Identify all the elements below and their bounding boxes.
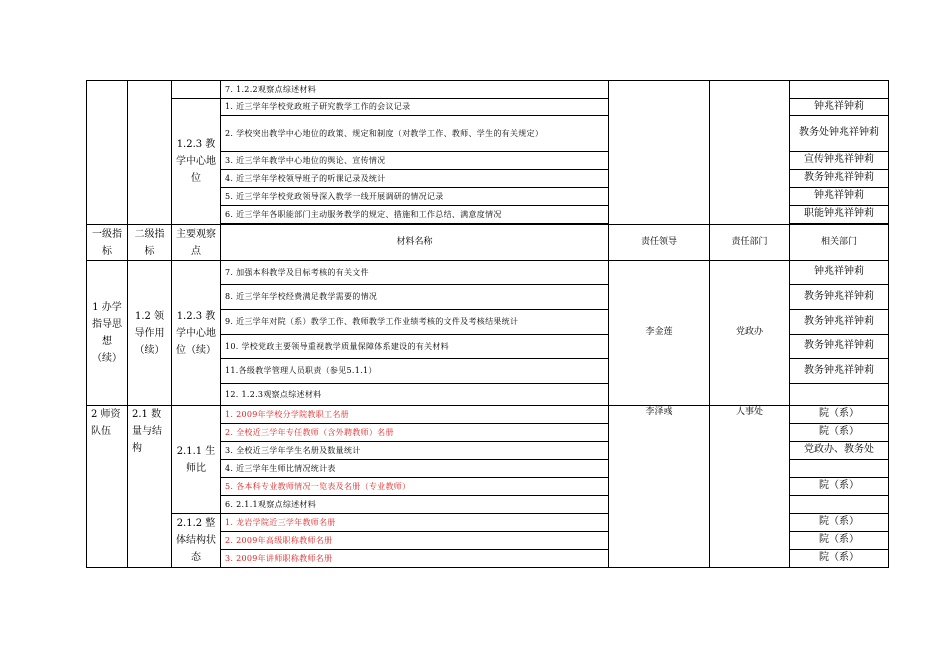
material-cell: 4. 近三学年生师比情况统计表 — [221, 460, 609, 478]
material-cell: 7. 加强本科教学及目标考核的有关文件 — [221, 261, 609, 285]
related-dept-cell: 院（系） — [790, 514, 889, 532]
related-dept-cell — [790, 460, 889, 478]
header-leader: 责任领导 — [609, 225, 710, 261]
material-cell: 11.各级教学管理人员职责（参见5.1.1） — [221, 359, 609, 384]
observation-point: 1.2.3 教学中心地位（续） — [172, 261, 221, 406]
material-cell: 1. 2009年学校分学院教职工名册 — [221, 406, 609, 424]
related-dept-cell: 教务处钟兆祥钟莉 — [790, 116, 889, 152]
material-cell: 8. 近三学年学校经费满足教学需要的情况 — [221, 285, 609, 310]
related-dept-cell: 钟兆祥钟莉 — [790, 261, 889, 285]
header-dept: 责任部门 — [710, 225, 790, 261]
leader-cell: 李金莲 — [609, 261, 710, 406]
material-cell: 9. 近三学年对院（系）教学工作、教师教学工作业绩考核的文件及考核结果统计 — [221, 310, 609, 335]
related-dept-cell: 钟兆祥钟莉 — [790, 188, 889, 206]
header-observation-point: 主要观察点 — [172, 225, 221, 261]
header-material: 材料名称 — [221, 225, 609, 261]
material-cell: 6. 2.1.1观察点综述材料 — [221, 496, 609, 514]
header-level2: 二级指标 — [128, 225, 172, 261]
level1-indicator: 2 师资队伍 — [87, 406, 128, 568]
related-dept-cell: 党政办、教务处 — [790, 442, 889, 460]
observation-point: 2.1.2 整体结构状态 — [172, 514, 221, 568]
related-dept-cell: 院（系） — [790, 478, 889, 496]
level2-indicator: 1.2 领导作用（续） — [128, 261, 172, 406]
level1-indicator: 1 办学指导思想（续） — [87, 261, 128, 406]
related-dept-cell: 教务钟兆祥钟莉 — [790, 359, 889, 384]
header-row — [87, 225, 889, 261]
header-related: 相关部门 — [790, 225, 889, 261]
material-cell: 2. 学校突出教学中心地位的政策、规定和制度（对教学工作、教师、学生的有关规定） — [221, 116, 609, 152]
observation-point: 2.1.1 生师比 — [172, 406, 221, 514]
related-dept-cell: 宣传钟兆祥钟莉 — [790, 152, 889, 170]
material-cell: 3. 全校近三学年学生名册及数量统计 — [221, 442, 609, 460]
related-dept-cell: 钟兆祥钟莉 — [790, 99, 889, 116]
related-dept-cell: 教务钟兆祥钟莉 — [790, 335, 889, 359]
material-cell: 3. 2009年讲师职称教师名册 — [221, 550, 609, 568]
material-cell: 7. 1.2.2观察点综述材料 — [221, 81, 609, 99]
related-dept-cell — [790, 496, 889, 514]
material-cell: 1. 近三学年学校党政班子研究教学工作的会议记录 — [221, 99, 609, 116]
related-dept-cell: 院（系） — [790, 406, 889, 424]
related-dept-cell: 院（系） — [790, 424, 889, 442]
material-cell: 12. 1.2.3观察点综述材料 — [221, 384, 609, 406]
related-dept-cell: 职能钟兆祥钟莉 — [790, 206, 889, 224]
material-cell: 2. 全校近三学年专任教师（含外聘教师）名册 — [221, 424, 609, 442]
related-dept-cell: 教务钟兆祥钟莉 — [790, 170, 889, 188]
material-cell: 4. 近三学年学校领导班子的听课记录及统计 — [221, 170, 609, 188]
table-row — [87, 81, 889, 99]
dept-cell: 党政办 — [710, 261, 790, 406]
level2-indicator: 2.1 数量与结构 — [128, 406, 172, 568]
table-row — [87, 406, 889, 424]
table-row — [87, 261, 889, 285]
header-level1: 一级指标 — [87, 225, 128, 261]
material-cell: 5. 各本科专业教师情况一览表及名册（专业教师） — [221, 478, 609, 496]
related-dept-cell: 院（系） — [790, 550, 889, 568]
material-cell: 2. 2009年高级职称教师名册 — [221, 532, 609, 550]
observation-point: 1.2.3 教学中心地位 — [172, 99, 221, 225]
material-table — [86, 80, 889, 568]
related-dept-cell — [790, 384, 889, 406]
material-cell: 5. 近三学年学校党政领导深入教学一线开展调研的情况记录 — [221, 188, 609, 206]
related-dept-cell: 院（系） — [790, 532, 889, 550]
material-cell: 1. 龙岩学院近三学年教师名册 — [221, 514, 609, 532]
material-cell: 3. 近三学年教学中心地位的舆论、宣传情况 — [221, 152, 609, 170]
dept-cell: 人事处 — [710, 406, 790, 568]
material-cell: 10. 学校党政主要领导重视教学质量保障体系建设的有关材料 — [221, 335, 609, 359]
related-dept-cell: 教务钟兆祥钟莉 — [790, 310, 889, 335]
related-dept-cell: 教务钟兆祥钟莉 — [790, 285, 889, 310]
leader-cell: 李泽彧 — [609, 406, 710, 568]
material-cell: 6. 近三学年各职能部门主动服务教学的规定、措施和工作总结、满意度情况 — [221, 206, 609, 224]
